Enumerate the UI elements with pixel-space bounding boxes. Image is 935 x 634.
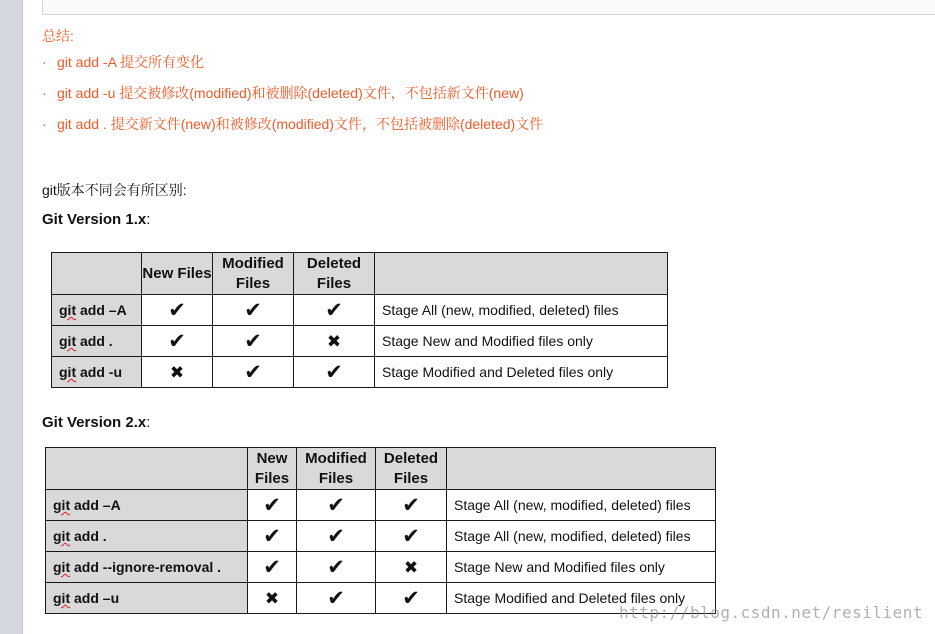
summary-bullet-text: git add -A 提交所有变化	[57, 54, 205, 70]
cross-icon: ✖	[248, 583, 297, 614]
cross-icon: ✖	[294, 326, 375, 357]
table-header-row	[52, 253, 668, 295]
heading-colon: :	[146, 211, 151, 228]
version2-table	[45, 447, 716, 614]
previous-content-box	[42, 0, 935, 15]
check-icon: ✔	[248, 490, 297, 521]
description-cell: Stage Modified and Deleted files only	[375, 357, 668, 388]
check-icon: ✔	[248, 552, 297, 583]
version2-heading	[42, 414, 150, 431]
watermark: http://blog.csdn.net/resilient	[619, 603, 923, 622]
table-row	[46, 552, 716, 583]
command-git-word: git	[53, 497, 71, 513]
table-header-row	[46, 448, 716, 490]
heading-colon: :	[146, 414, 151, 431]
command-cell	[52, 357, 142, 388]
command-git-word: git	[53, 590, 71, 606]
command-rest: add .	[70, 528, 107, 544]
description-cell: Stage New and Modified files only	[375, 326, 668, 357]
check-icon: ✔	[297, 552, 376, 583]
summary-bullet-text: git add . 提交新文件(new)和被修改(modified)文件，不包括被删除(deleted)文件	[57, 116, 544, 132]
cross-icon: ✖	[376, 552, 447, 583]
check-icon: ✔	[297, 583, 376, 614]
check-icon: ✔	[376, 583, 447, 614]
command-cell	[52, 326, 142, 357]
command-rest: add –A	[70, 497, 121, 513]
command-rest: add –A	[76, 302, 127, 318]
bullet-icon: ·	[42, 85, 47, 101]
command-rest: add –u	[70, 590, 120, 606]
version1-table	[51, 252, 668, 388]
header-deleted-files: Deleted Files	[294, 253, 375, 295]
check-icon: ✔	[142, 326, 213, 357]
header-deleted-files: Deleted Files	[376, 448, 447, 490]
check-icon: ✔	[142, 295, 213, 326]
check-icon: ✔	[297, 521, 376, 552]
command-cell	[46, 521, 248, 552]
check-icon: ✔	[213, 295, 294, 326]
command-git-word: git	[53, 559, 71, 575]
command-rest: add .	[76, 333, 113, 349]
header-new-files: New Files	[248, 448, 297, 490]
summary-section	[42, 25, 543, 140]
table-row	[46, 490, 716, 521]
table-row	[46, 521, 716, 552]
bullet-icon: ·	[42, 116, 47, 132]
description-cell: Stage All (new, modified, deleted) files	[447, 490, 716, 521]
summary-bullet	[42, 78, 543, 109]
command-cell	[46, 583, 248, 614]
version-note: git版本不同会有所区别:	[42, 182, 187, 198]
cross-icon: ✖	[142, 357, 213, 388]
header-cell	[46, 448, 248, 490]
command-cell	[46, 552, 248, 583]
header-modified-files: Modified Files	[297, 448, 376, 490]
command-rest: add --ignore-removal .	[70, 559, 222, 575]
table-row	[46, 583, 716, 614]
bullet-icon: ·	[42, 54, 47, 70]
check-icon: ✔	[294, 295, 375, 326]
summary-bullet-text: git add -u 提交被修改(modified)和被删除(deleted)文件，不包括新文件(new)	[57, 85, 524, 101]
command-rest: add -u	[76, 364, 122, 380]
table-row	[52, 295, 668, 326]
command-git-word: git	[59, 333, 77, 349]
command-git-word: git	[59, 364, 77, 380]
table-row	[52, 326, 668, 357]
description-cell: Stage Modified and Deleted files only	[447, 583, 716, 614]
table-row	[52, 357, 668, 388]
version1-heading-text: Git Version 1.x	[42, 211, 147, 228]
command-git-word: git	[53, 528, 71, 544]
header-cell	[447, 448, 716, 490]
check-icon: ✔	[213, 326, 294, 357]
header-cell	[52, 253, 142, 295]
check-icon: ✔	[294, 357, 375, 388]
header-modified-files: Modified Files	[213, 253, 294, 295]
check-icon: ✔	[376, 490, 447, 521]
command-cell	[46, 490, 248, 521]
description-cell: Stage New and Modified files only	[447, 552, 716, 583]
check-icon: ✔	[376, 521, 447, 552]
summary-bullet	[42, 109, 543, 140]
version2-heading-text: Git Version 2.x	[42, 414, 147, 431]
command-git-word: git	[59, 302, 77, 318]
description-cell: Stage All (new, modified, deleted) files	[375, 295, 668, 326]
check-icon: ✔	[248, 521, 297, 552]
version1-heading	[42, 211, 150, 228]
summary-title: 总结:	[42, 28, 74, 44]
command-cell	[52, 295, 142, 326]
header-cell	[375, 253, 668, 295]
check-icon: ✔	[213, 357, 294, 388]
summary-bullet	[42, 47, 543, 78]
description-cell: Stage All (new, modified, deleted) files	[447, 521, 716, 552]
header-new-files: New Files	[142, 253, 213, 295]
check-icon: ✔	[297, 490, 376, 521]
left-sidebar-rail	[0, 0, 23, 634]
